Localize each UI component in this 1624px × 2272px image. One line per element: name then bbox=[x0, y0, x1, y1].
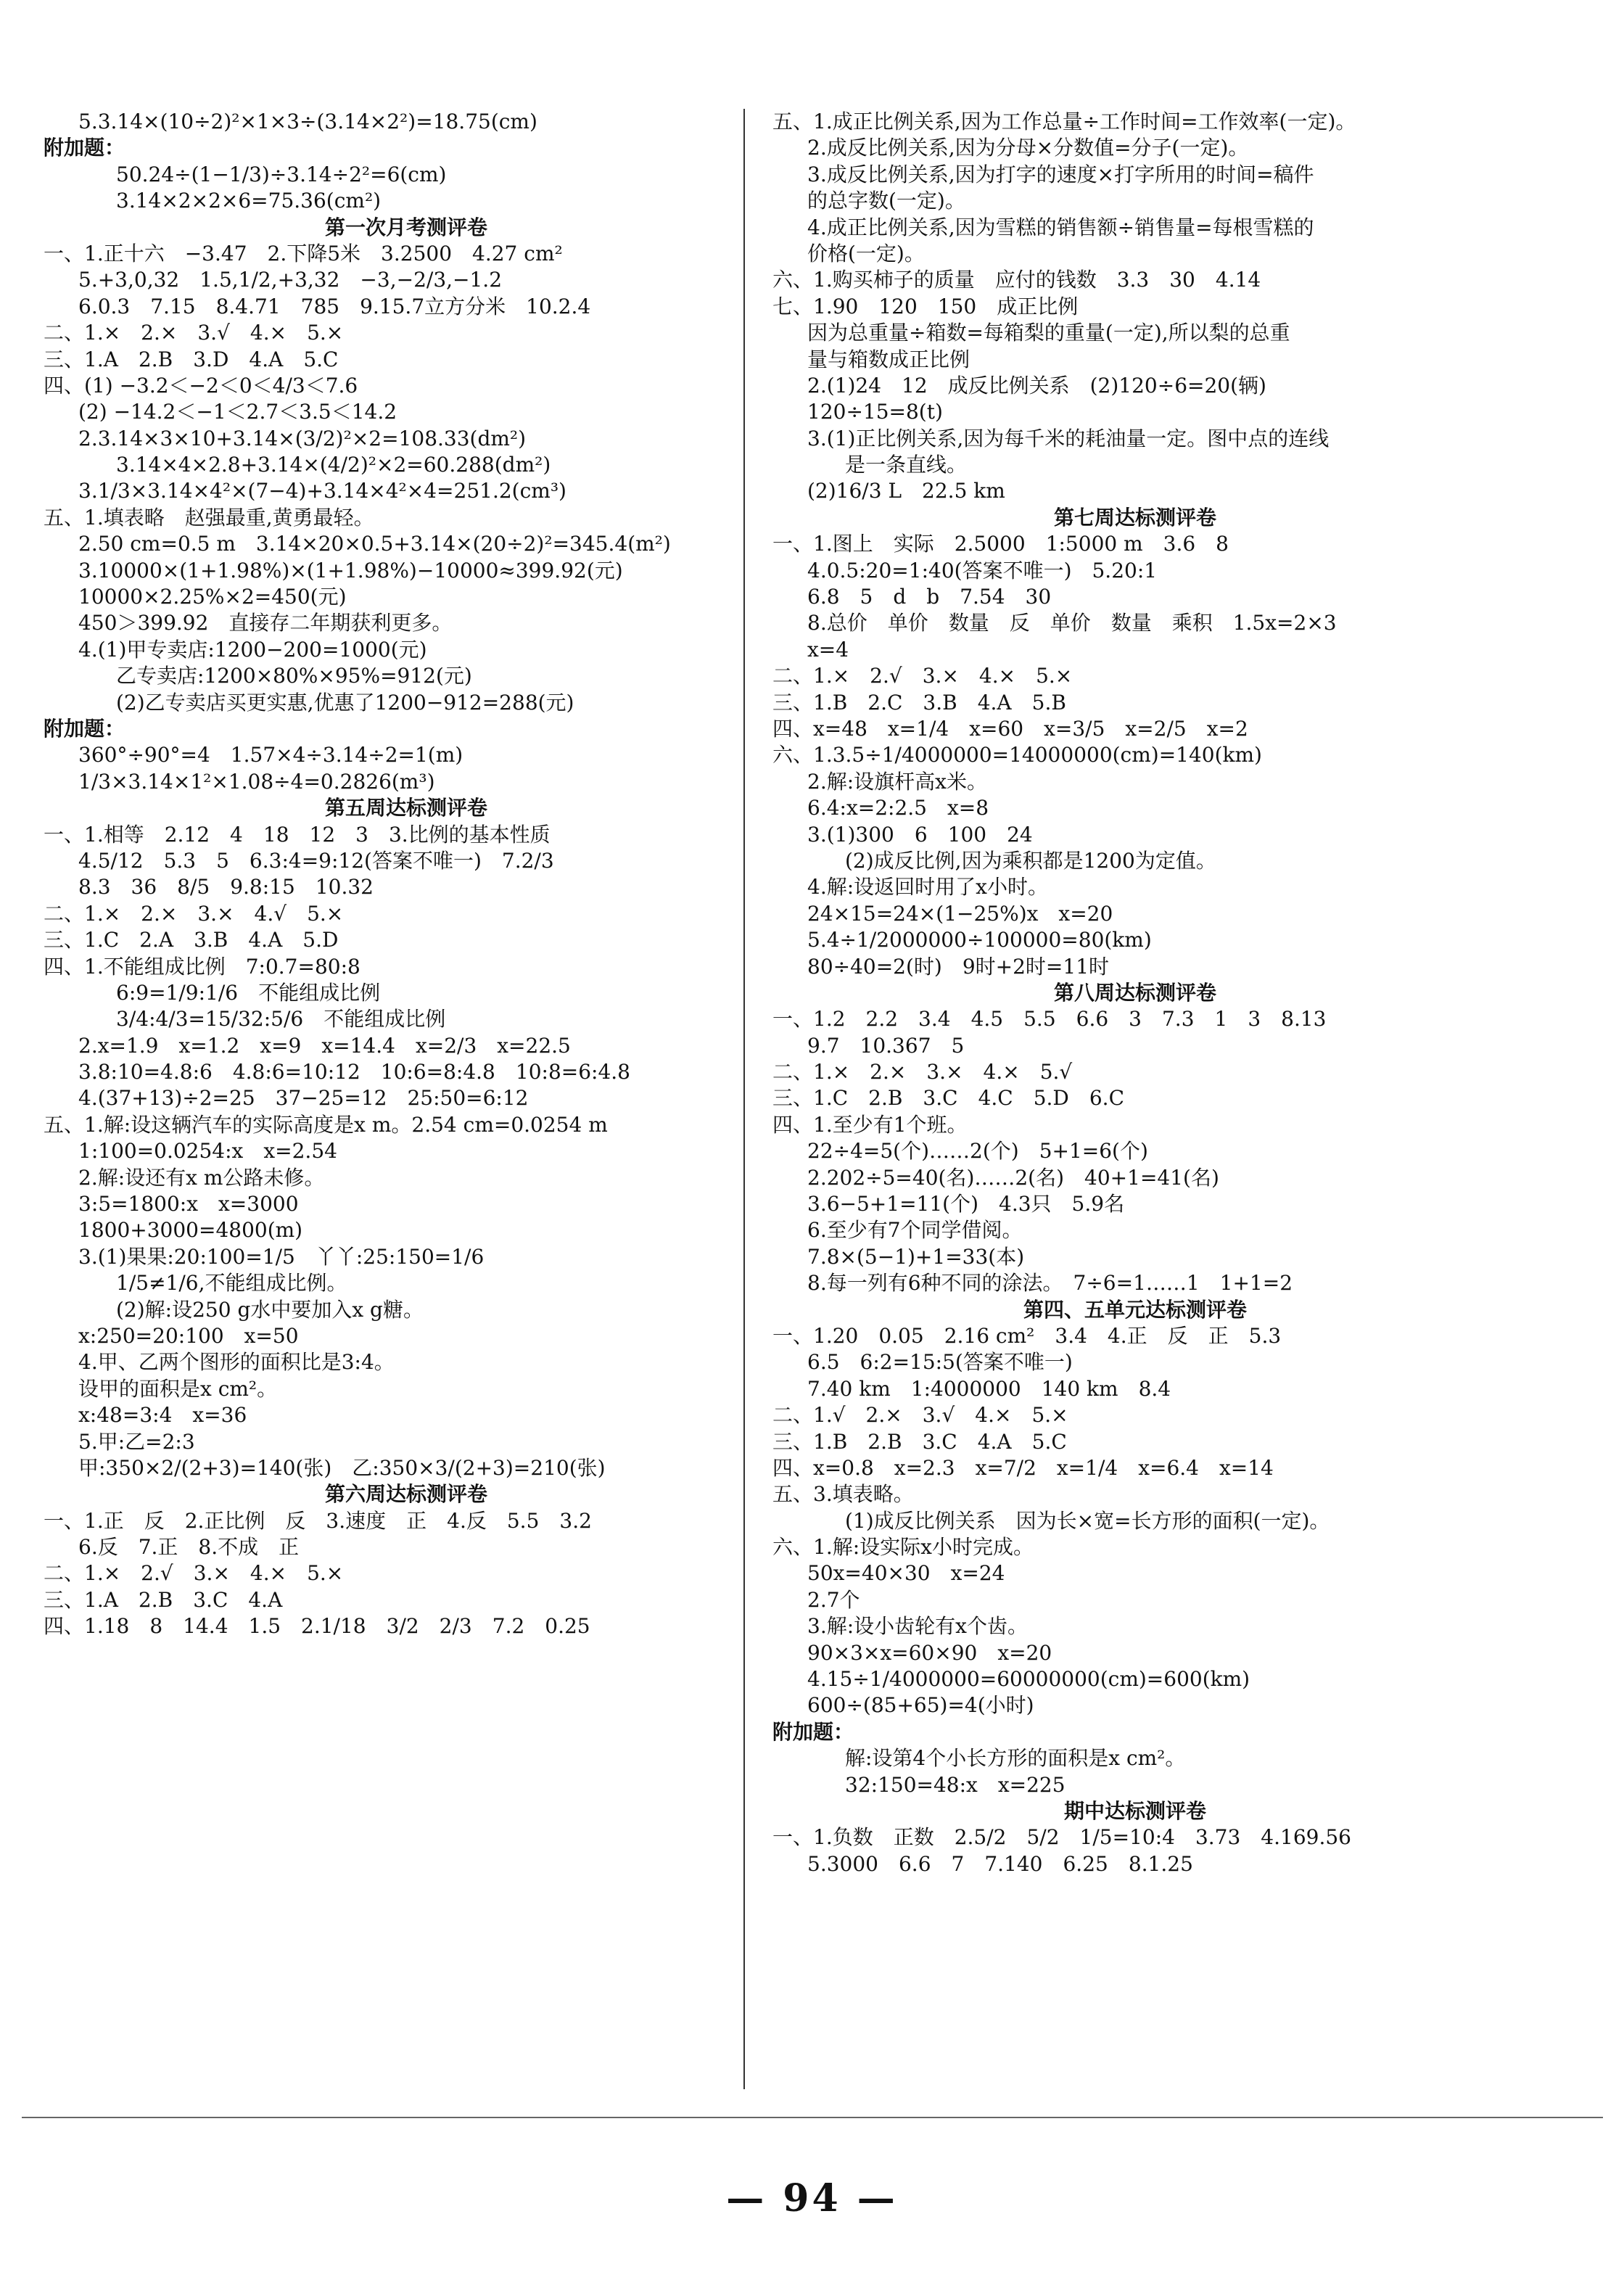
answer-line: 3.10000×(1+1.98%)×(1+1.98%)−10000≈399.92(元) bbox=[78, 558, 623, 583]
section-title: 第四、五单元达标测评卷 bbox=[1023, 1297, 1247, 1322]
answer-line: 6.反 7.正 8.不成 正 bbox=[78, 1535, 300, 1560]
answer-line: 6.4:x=2:2.5 x=8 bbox=[807, 796, 989, 820]
answer-line: 6.至少有7个同学借阅。 bbox=[807, 1218, 1023, 1243]
section-title: 第七周达标测评卷 bbox=[1053, 505, 1216, 530]
answer-line: 附加题： bbox=[772, 1719, 854, 1744]
answer-line: 7.40 km 1:4000000 140 km 8.4 bbox=[807, 1376, 1171, 1401]
answer-line: 3:5=1800:x x=3000 bbox=[78, 1192, 299, 1217]
answer-line: 六、1.3.5÷1/4000000=14000000(cm)=140(km) bbox=[772, 743, 1262, 767]
answer-line: 2.202÷5=40(名)……2(名) 40+1=41(名) bbox=[807, 1165, 1219, 1190]
answer-line: 4.甲、乙两个图形的面积比是3:4。 bbox=[78, 1350, 395, 1375]
answer-line: 3.14×4×2.8+3.14×(4/2)²×2=60.288(dm²) bbox=[116, 453, 551, 477]
answer-line: 450＞399.92 直接存二年期获利更多。 bbox=[78, 611, 453, 635]
footer-rule bbox=[22, 2117, 1603, 2118]
answer-line: 附加题： bbox=[44, 716, 125, 741]
answer-line: 1/3×3.14×1²×1.08÷4=0.2826(m³) bbox=[78, 769, 435, 794]
answer-line: 1:100=0.0254:x x=2.54 bbox=[78, 1139, 337, 1164]
answer-line: 甲:350×2/(2+3)=140(张) 乙:350×3/(2+3)=210(张) bbox=[78, 1455, 606, 1480]
answer-line: 2.50 cm=0.5 m 3.14×20×0.5+3.14×(20÷2)²=345.4(m²) bbox=[78, 532, 671, 556]
answer-line: 8.总价 单价 数量 反 单价 数量 乘积 1.5x=2×3 bbox=[807, 611, 1337, 635]
answer-line: 四、1.不能组成比例 7:0.7=80:8 bbox=[44, 954, 360, 979]
section-title: 第五周达标测评卷 bbox=[324, 796, 487, 820]
answer-line: 三、1.A 2.B 3.D 4.A 5.C bbox=[44, 347, 339, 371]
answer-line: 3.1/3×3.14×4²×(7−4)+3.14×4²×4=251.2(cm³) bbox=[78, 479, 566, 503]
answer-line: 三、1.B 2.B 3.C 4.A 5.C bbox=[772, 1429, 1067, 1454]
answer-line: 50.24÷(1−1/3)÷3.14÷2²=6(cm) bbox=[116, 162, 447, 186]
answer-line: 一、1.图上 实际 2.5000 1:5000 m 3.6 8 bbox=[772, 532, 1229, 556]
answer-line: 22÷4=5(个)……2(个) 5+1=6(个) bbox=[807, 1139, 1148, 1164]
answer-line: 一、1.相等 2.12 4 18 12 3 3.比例的基本性质 bbox=[44, 822, 551, 847]
answer-line: 4.(37+13)÷2=25 37−25=12 25:50=6:12 bbox=[78, 1086, 529, 1111]
answer-line: 因为总重量÷箱数=每箱梨的重量(一定),所以梨的总重 bbox=[807, 321, 1290, 345]
answer-line: 四、(1) −3.2＜−2＜0＜4/3＜7.6 bbox=[44, 373, 358, 398]
answer-line: 6.5 6:2=15:5(答案不唯一) bbox=[807, 1350, 1073, 1375]
section-title: 第八周达标测评卷 bbox=[1053, 980, 1216, 1005]
answer-line: 2.3.14×3×10+3.14×(3/2)²×2=108.33(dm²) bbox=[78, 426, 527, 450]
answer-line: (2)16/3 L 22.5 km bbox=[807, 479, 1005, 503]
answer-line: 五、1.解:设这辆汽车的实际高度是x m。2.54 cm=0.0254 m bbox=[44, 1112, 608, 1137]
answer-line: 24×15=24×(1−25%)x x=20 bbox=[807, 901, 1113, 926]
left-column bbox=[44, 109, 769, 1640]
answer-line: 四、x=48 x=1/4 x=60 x=3/5 x=2/5 x=2 bbox=[772, 716, 1248, 741]
page-number: — 94 — bbox=[726, 2176, 898, 2220]
answer-line: 1/5≠1/6,不能组成比例。 bbox=[116, 1271, 347, 1296]
answer-line: 2.解:设还有x m公路未修。 bbox=[78, 1165, 325, 1190]
answer-line: 80÷40=2(时) 9时+2时=11时 bbox=[807, 954, 1110, 979]
answer-line: 六、1.解:设实际x小时完成。 bbox=[772, 1535, 1034, 1560]
answer-line: 三、1.B 2.C 3.B 4.A 5.B bbox=[772, 690, 1066, 715]
answer-line: (2)乙专卖店买更实惠,优惠了1200−912=288(元) bbox=[116, 690, 574, 715]
answer-line: 2.解:设旗杆高x米。 bbox=[807, 769, 987, 794]
answer-line: 六、1.购买柿子的质量 应付的钱数 3.3 30 4.14 bbox=[772, 268, 1261, 292]
answer-line: 1800+3000=4800(m) bbox=[78, 1218, 303, 1243]
answer-line: 8.3 36 8/5 9.8:15 10.32 bbox=[78, 875, 374, 900]
answer-line: 附加题： bbox=[44, 136, 125, 160]
answer-line: 6.8 5 d b 7.54 30 bbox=[807, 585, 1052, 609]
answer-line: 90×3×x=60×90 x=20 bbox=[807, 1640, 1052, 1665]
section-title: 第六周达标测评卷 bbox=[324, 1482, 487, 1507]
answer-line: 二、1.× 2.× 3.× 4.× 5.√ bbox=[772, 1060, 1073, 1084]
answer-line: 5.3000 6.6 7 7.140 6.25 8.1.25 bbox=[807, 1851, 1193, 1876]
answer-line: 9.7 10.367 5 bbox=[807, 1033, 965, 1058]
answer-line: 5.3.14×(10÷2)²×1×3÷(3.14×2²)=18.75(cm) bbox=[78, 110, 537, 133]
answer-line: 设甲的面积是x cm²。 bbox=[78, 1376, 278, 1401]
answer-line: 三、1.C 2.B 3.C 4.C 5.D 6.C bbox=[772, 1086, 1125, 1111]
answer-line: 价格(一定)。 bbox=[807, 241, 925, 266]
answer-line: 四、1.至少有1个班。 bbox=[772, 1112, 968, 1137]
answer-line: x:48=3:4 x=36 bbox=[78, 1403, 247, 1428]
answer-line: 2.x=1.9 x=1.2 x=9 x=14.4 x=2/3 x=22.5 bbox=[78, 1033, 571, 1058]
answer-line: 二、1.√ 2.× 3.√ 4.× 5.× bbox=[772, 1403, 1068, 1428]
answer-line: 五、1.成正比例关系,因为工作总量÷工作时间=工作效率(一定)。 bbox=[772, 110, 1356, 133]
answer-line: 一、1.正十六 −3.47 2.下降5米 3.2500 4.27 cm² bbox=[44, 241, 563, 266]
answer-line: 4.解:设返回时用了x小时。 bbox=[807, 875, 1048, 900]
answer-line: 3.解:设小齿轮有x个齿。 bbox=[807, 1614, 1028, 1639]
answer-line: 四、1.18 8 14.4 1.5 2.1/18 3/2 2/3 7.2 0.25 bbox=[44, 1614, 590, 1639]
answer-line: 五、1.填表略 赵强最重,黄勇最轻。 bbox=[44, 505, 374, 530]
answer-line: 3.成反比例关系,因为打字的速度×打字所用的时间=稿件 bbox=[807, 162, 1314, 186]
answer-line: 6:9=1/9:1/6 不能组成比例 bbox=[116, 980, 381, 1005]
answer-line: 32:150=48:x x=225 bbox=[845, 1772, 1066, 1797]
answer-line: 一、1.正 反 2.正比例 反 3.速度 正 4.反 5.5 3.2 bbox=[44, 1508, 592, 1533]
answer-line: 4.15÷1/4000000=60000000(cm)=600(km) bbox=[807, 1667, 1250, 1692]
answer-line: 360°÷90°=4 1.57×4÷3.14÷2=1(m) bbox=[78, 743, 463, 767]
answer-line: 2.7个 bbox=[807, 1587, 860, 1612]
answer-line: 4.成正比例关系,因为雪糕的销售额÷销售量=每根雪糕的 bbox=[807, 215, 1314, 239]
answer-line: 3.14×2×2×6=75.36(cm²) bbox=[116, 189, 382, 213]
answer-line: 120÷15=8(t) bbox=[807, 400, 943, 424]
answer-line: 二、1.× 2.√ 3.× 4.× 5.× bbox=[44, 1561, 344, 1586]
answer-line: 量与箱数成正比例 bbox=[807, 347, 970, 371]
answer-line: (2)解:设250 g水中要加入x g糖。 bbox=[116, 1297, 424, 1322]
answer-line: 3/4:4/3=15/32:5/6 不能组成比例 bbox=[116, 1007, 446, 1032]
right-column bbox=[772, 109, 1498, 1877]
answer-line: 6.0.3 7.15 8.4.71 785 9.15.7立方分米 10.2.4 bbox=[78, 294, 591, 318]
answer-line: 4.(1)甲专卖店:1200−200=1000(元) bbox=[78, 637, 427, 662]
answer-line: 3.6−5+1=11(个) 4.3只 5.9名 bbox=[807, 1192, 1125, 1217]
column-divider bbox=[743, 109, 745, 2089]
answer-line: 50x=40×30 x=24 bbox=[807, 1561, 1005, 1586]
answer-line: 二、1.× 2.× 3.√ 4.× 5.× bbox=[44, 321, 344, 345]
answer-line: (2)成反比例,因为乘积都是1200为定值。 bbox=[845, 848, 1216, 873]
answer-line: 7.8×(5−1)+1=33(本) bbox=[807, 1244, 1025, 1269]
answer-line: 5.+3,0,32 1.5,1/2,+3,32 −3,−2/3,−1.2 bbox=[78, 268, 503, 292]
answer-line: 一、1.负数 正数 2.5/2 5/2 1/5=10:4 3.73 4.169.56 bbox=[772, 1825, 1351, 1850]
answer-line: 4.5/12 5.3 5 6.3:4=9:12(答案不唯一) 7.2/3 bbox=[78, 848, 554, 873]
answer-line: 一、1.20 0.05 2.16 cm² 3.4 4.正 反 正 5.3 bbox=[772, 1323, 1282, 1348]
answer-line: 乙专卖店:1200×80%×95%=912(元) bbox=[116, 664, 472, 688]
answer-line: 4.0.5:20=1:40(答案不唯一) 5.20:1 bbox=[807, 558, 1158, 583]
answer-line: 600÷(85+65)=4(小时) bbox=[807, 1693, 1034, 1718]
answer-line: 的总字数(一定)。 bbox=[807, 189, 965, 213]
answer-line: x=4 bbox=[807, 637, 849, 662]
answer-line: x:250=20:100 x=50 bbox=[78, 1323, 299, 1348]
answer-line: 三、1.A 2.B 3.C 4.A bbox=[44, 1587, 283, 1612]
section-title: 期中达标测评卷 bbox=[1063, 1799, 1206, 1823]
answer-line: 是一条直线。 bbox=[845, 453, 968, 477]
section-title: 第一次月考测评卷 bbox=[324, 215, 487, 239]
answer-line: 三、1.C 2.A 3.B 4.A 5.D bbox=[44, 928, 339, 952]
answer-line: 3.(1)正比例关系,因为每千米的耗油量一定。图中点的连线 bbox=[807, 426, 1330, 450]
answer-line: 七、1.90 120 150 成正比例 bbox=[772, 294, 1079, 318]
answer-line: 3.(1)300 6 100 24 bbox=[807, 822, 1033, 847]
answer-line: 2.成反比例关系,因为分母×分数值=分子(一定)。 bbox=[807, 136, 1249, 160]
answer-line: 2.(1)24 12 成反比例关系 (2)120÷6=20(辆) bbox=[807, 373, 1266, 398]
answer-line: 5.4÷1/2000000÷100000=80(km) bbox=[807, 928, 1152, 952]
answer-line: (2) −14.2＜−1＜2.7＜3.5＜14.2 bbox=[78, 400, 397, 424]
answer-line: 3.(1)果果:20:100=1/5 丫丫:25:150=1/6 bbox=[78, 1244, 485, 1269]
answer-line: 5.甲:乙=2:3 bbox=[78, 1429, 195, 1454]
answer-line: (1)成反比例关系 因为长×宽=长方形的面积(一定)。 bbox=[845, 1508, 1330, 1533]
answer-line: 二、1.× 2.√ 3.× 4.× 5.× bbox=[772, 664, 1073, 688]
answer-line: 二、1.× 2.× 3.× 4.√ 5.× bbox=[44, 901, 344, 926]
answer-line: 3.8:10=4.8:6 4.8:6=10:12 10:6=8:4.8 10:8=6:4.8 bbox=[78, 1060, 630, 1084]
answer-line: 解:设第4个小长方形的面积是x cm²。 bbox=[845, 1746, 1186, 1771]
answer-line: 一、1.2 2.2 3.4 4.5 5.5 6.6 3 7.3 1 3 8.13 bbox=[772, 1007, 1327, 1032]
answer-line: 8.每一列有6种不同的涂法。 7÷6=1……1 1+1=2 bbox=[807, 1271, 1293, 1296]
answer-line: 10000×2.25%×2=450(元) bbox=[78, 585, 347, 609]
answer-line: 五、3.填表略。 bbox=[772, 1482, 914, 1507]
answer-line: 四、x=0.8 x=2.3 x=7/2 x=1/4 x=6.4 x=14 bbox=[772, 1455, 1274, 1480]
